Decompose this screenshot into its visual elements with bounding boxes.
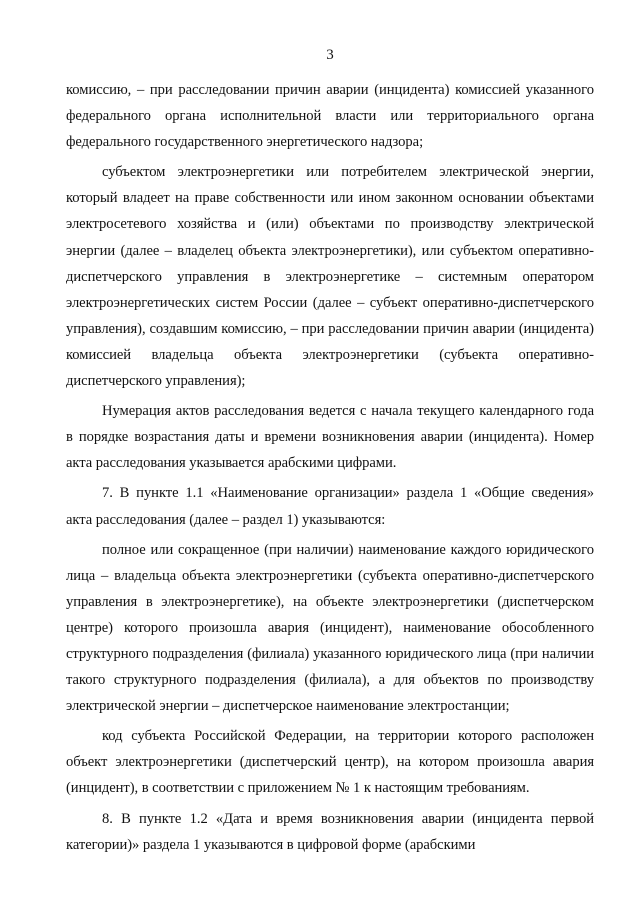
paragraph-region-code: код субъекта Российской Федерации, на территории которого расположен объект электроэнергетики (диспетчерский центр), на котором произошла авария (инцидент), в соответствии с приложением № 1 к настоящим требованиям. xyxy=(66,728,594,797)
page-number: 3 xyxy=(326,47,334,63)
paragraph-continuation: комиссию, – при расследовании причин аварии (инцидента) комиссией указанного федерального органа исполнительной власти или территориального органа федерального государственного энергетического надзора; xyxy=(66,82,594,151)
paragraph-numbering: Нумерация актов расследования ведется с начала текущего календарного года в порядке возрастания даты и времени возникновения аварии (инцидента). Номер акта расследования указывается арабскими цифрами. xyxy=(66,403,594,472)
document-body xyxy=(66,77,594,858)
paragraph-full-name: полное или сокращенное (при наличии) наименование каждого юридического лица – владельца объекта электроэнергетики (субъекта оперативно-диспетчерского управления в электроэнергетике), на объекте электроэнергетики (диспетчерском центре) которого произошла авария (инцидент), наименование обособленного структурного подразделения (филиала) указанного юридического лица (при наличии такого структурного подразделения (филиала), а для объектов по производству электрической энергии – диспетчерское наименование электростанции; xyxy=(66,541,594,715)
paragraph-item-7: 7. В пункте 1.1 «Наименование организации» раздела 1 «Общие сведения» акта расследования (далее – раздел 1) указываются: xyxy=(66,485,594,528)
paragraph-subject: субъектом электроэнергетики или потребителем электрической энергии, который владеет на праве собственности или ином законном основании объектами электросетевого хозяйства и (или) объектами по производству электрической энергии (далее – владелец объекта электроэнергетики), или субъектом оперативно-диспетчерского управления в электроэнергетике – системным оператором электроэнергетических систем России (далее – субъект оперативно-диспетчерского управления), создавшим комиссию, – при расследовании причин аварии (инцидента) комиссией владельца объекта электроэнергетики (субъекта оперативно-диспетчерского управления); xyxy=(66,164,594,390)
paragraph-item-8: 8. В пункте 1.2 «Дата и время возникновения аварии (инцидента первой категории)» раздела 1 указываются в цифровой форме (арабскими xyxy=(66,810,594,853)
